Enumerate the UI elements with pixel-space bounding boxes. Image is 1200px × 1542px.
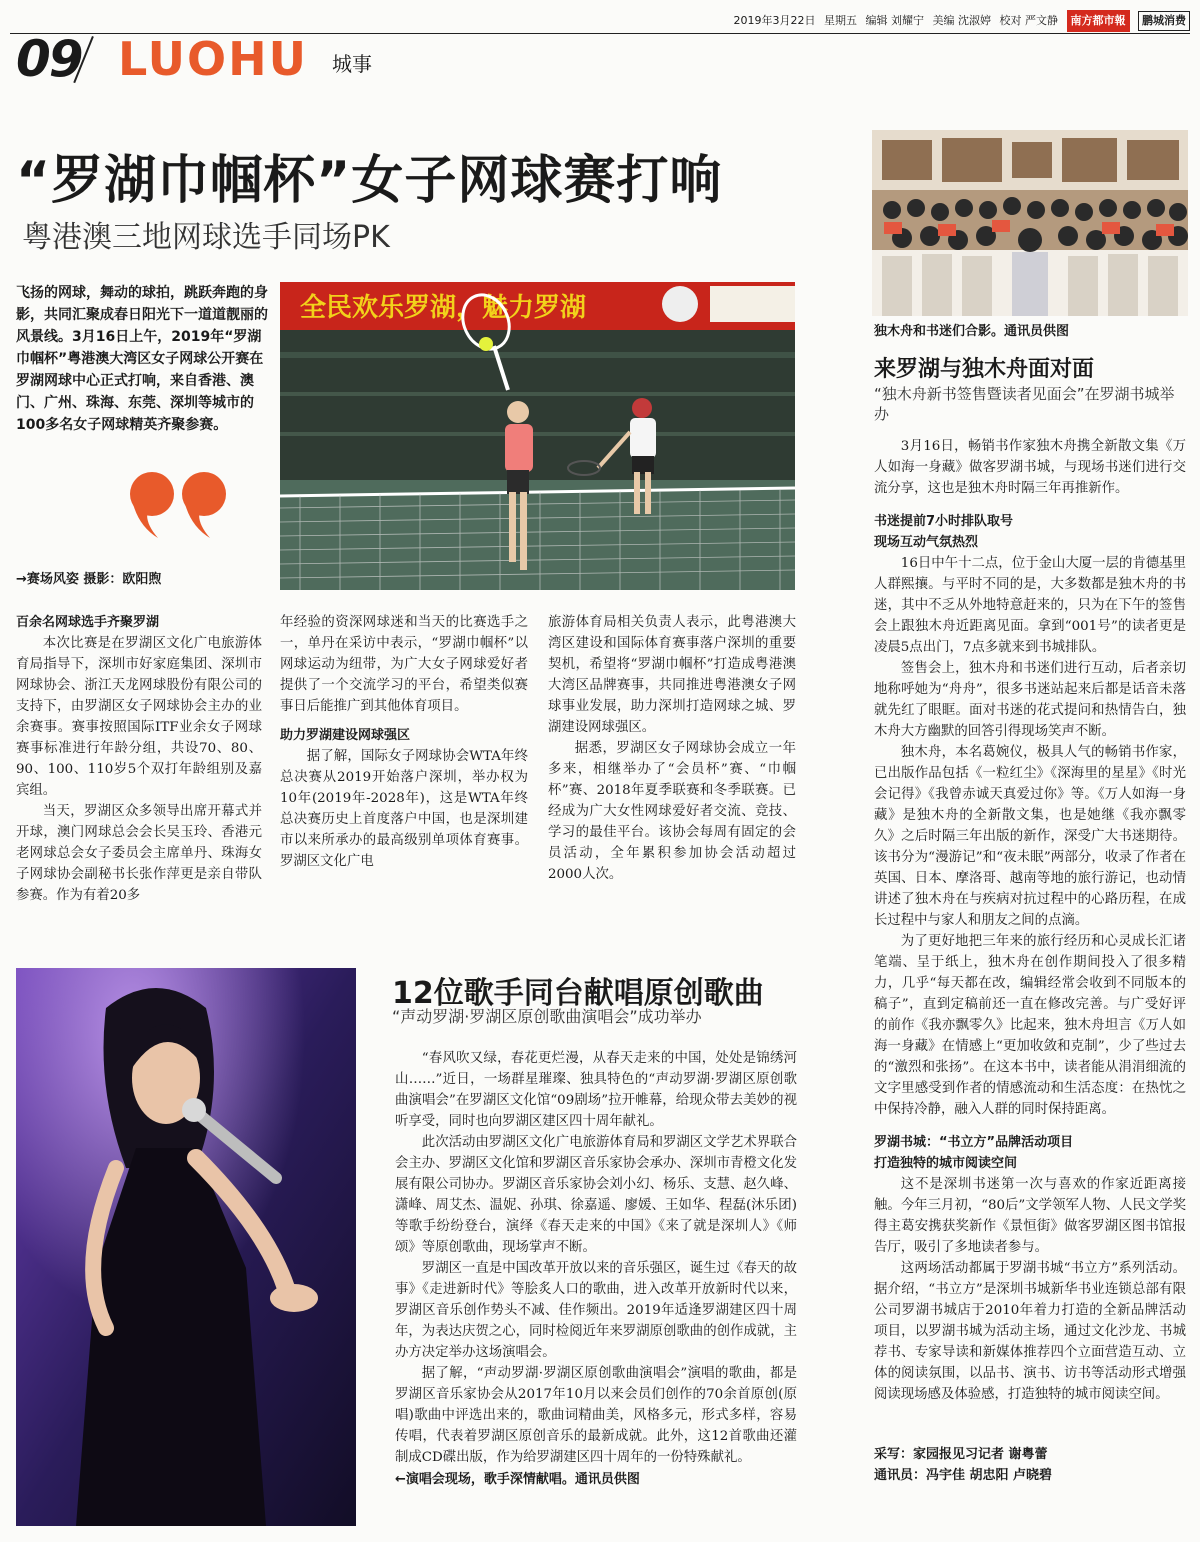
book-paragraph: 这不是深圳书迷第一次与喜欢的作家近距离接触。今年三月初，“80后”文学领军人物、人民文学奖得主葛安携获奖新作《景恒街》做客罗湖区图书馆报告厅，吸引了多地读者参与。 <box>874 1177 1186 1255</box>
book-paragraph: 这两场活动都属于罗湖书城“书立方”系列活动。据介绍，“书立方”是深圳书城新华书业连锁总部有限公司罗湖书城店于2010年着力打造的全新品牌活动项目，以罗湖书城为活动主场，通过文化沙龙、书城荐书、专家导读和新媒体推荐四个立面营造互动、立体的阅读氛围，以品书、演书、访书等活动形式增强阅读现场感及体验感，打造独特的城市阅读空间。 <box>874 1261 1186 1402</box>
masthead-bar <box>640 10 1190 32</box>
tennis-paragraph: 旅游体育局相关负责人表示，此粤港澳大湾区建设和国际体育赛事落户深圳的重要契机，希望将“罗湖巾帼杯”打造成粤港澳大湾区品牌赛事，共同推进粤港澳女子网球事业发展，助力深圳打造网球之城、罗湖建设网球强区。 <box>548 615 796 735</box>
concert-headline: 12位歌手同台献唱原创歌曲 <box>392 976 764 1011</box>
concert-paragraph: 据了解，“声动罗湖·罗湖区原创歌曲演唱会”演唱的歌曲，都是罗湖区音乐家协会从2017年10月以来会员们创作的70余首原创(原唱)歌曲中评选出来的，歌曲词精曲美，风格多元，形式多样，容易传唱，代表着罗湖区原创音乐的最新成就。此外，这12首歌曲还灌制成CD碟出版，作为给罗湖建区四十周年的一份特殊献礼。 <box>395 1366 797 1465</box>
tennis-column-1 <box>16 612 262 906</box>
lead-paragraph: 飞扬的网球，舞动的球拍，跳跃奔跑的身影，共同汇聚成春日阳光下一道道靓丽的风景线。3月16日上午，2019年“罗湖巾帼杯”粤港澳大湾区女子网球公开赛在罗湖网球中心正式打响，来自香港、澳门、广州、珠海、东莞、深圳等城市的100多名女子网球精英齐聚参赛。 <box>16 285 268 433</box>
tennis-paragraph: 本次比赛是在罗湖区文化广电旅游体育局指导下，深圳市好家庭集团、深圳市网球协会、浙江天龙网球股份有限公司的支持下，由罗湖区女子网球协会主办的业余赛事。赛事按照国际ITF业余女子网球赛事标准进行年龄分组，共设70、80、90、100、110岁5个双打年龄组别及嘉宾组。 <box>16 636 262 798</box>
book-headline: 来罗湖与独木舟面对面 <box>874 357 1095 382</box>
concert-paragraph: 此次活动由罗湖区文化广电旅游体育局和罗湖区文学艺术界联合会主办、罗湖区文化馆和罗湖区音乐家协会承办、深圳市青橙文化发展有限公司协办。罗湖区音乐家协会刘小幻、杨乐、支慧、赵久峰、潇峰、周艾杰、温妮、孙琪、徐嘉遥、廖媛、王如华、程磊(沐乐团)等歌手纷纷登台，演绎《春天走来的中国》《来了就是深圳人》《师颂》等原创歌曲，现场掌声不断。 <box>395 1135 797 1255</box>
page-number: 09 <box>16 30 82 88</box>
quote-mark-icon <box>124 470 234 540</box>
reporter-credit: 采写：家园报见习记者 谢粤蕾 <box>874 1447 1048 1462</box>
book-subheadline: “独木舟新书签售暨读者见面会”在罗湖书城举办 <box>874 385 1175 423</box>
book-paragraph: 独木舟，本名葛婉仪，极具人气的畅销书作家，已出版作品包括《一粒红尘》《深海里的星星》《时光会记得》《我曾赤诚天真爱过你》等。《万人如海一身藏》是独木舟的全新散文集，也是她继《我亦飘零久》之后时隔三年出版的新作，深受广大书迷期待。该书分为“漫游记”和“夜未眠”两部分，收录了作者在英国、日本、摩洛哥、越南等地的旅行游记，也动情讲述了独木舟在与疾病对抗过程中的心路历程，在成长过程中与家人和朋友之间的点滴。 <box>874 745 1186 928</box>
main-headline: “罗湖巾帼杯”女子网球赛打响 <box>16 151 723 211</box>
designer-credit: 美编 沈淑婷 <box>932 14 991 27</box>
tennis-paragraph: 据悉，罗湖区女子网球协会成立一年多来，相继举办了“会员杯”赛、“巾帼杯”赛、2018年夏季联赛和冬季联赛。已经成为广大女性网球爱好者交流、竞技、学习的最佳平台。该协会每周有固定的会员活动，全年累积参加协会活动超过2000人次。 <box>548 741 796 882</box>
proofreader-credit: 校对 严文静 <box>999 14 1058 27</box>
book-paragraph: 为了更好地把三年来的旅行经历和心灵成长汇诸笔端、呈于纸上，独木舟在创作期间投入了很多精力，几乎“每天都在改，编辑经常会收到不同版本的稿子”，直到定稿前还一直在修改完善。与广受好评的前作《我亦飘零久》比起来，独木舟坦言《万人如海一身藏》在情感上“更加收敛和克制”，少了些过去的“激烈和张扬”。在这本书中，读者能从涓涓细流的文字里感受到作者的情感流动和生活态度：在热忱之中保持冷静，融入人群的同时保持距离。 <box>874 934 1186 1117</box>
book-credits <box>874 1444 1186 1486</box>
correspondent-credit: 通讯员：冯宇佳 胡忠阳 卢晓碧 <box>874 1468 1053 1483</box>
newspaper-logo: 南方都市報 <box>1067 10 1130 32</box>
supplement-logo: 鹏城消费 <box>1138 11 1190 31</box>
section-tag: 城事 <box>332 52 372 76</box>
book-paragraph: 16日中午十二点，位于金山大厦一层的肯德基里人群熙攘。与平时不同的是，大多数都是独木舟的书迷，其中不乏从外地特意赶来的，只为在下午的签售会上跟独木舟近距离见面。拿到“001号”的读者更是凌晨5点出门，7点多就来到书城排队。 <box>874 556 1186 655</box>
tennis-paragraph: 据了解，国际女子网球协会WTA年终总决赛从2019开始落户深圳，举办权为10年(2019年-2028年)，这是WTA年终总决赛历史上首度落户中国，也是深圳建市以来所承办的最高级别单项体育赛事。罗湖区文化广电 <box>280 749 528 869</box>
book-section-2-title-line2: 打造独特的城市阅读空间 <box>874 1156 1018 1171</box>
section-name: LUOHU <box>118 32 308 86</box>
tennis-photo-caption: →赛场风姿 摄影：欧阳煦 <box>16 572 162 587</box>
book-section-1-title-line1: 书迷提前7小时排队取号 <box>874 514 1014 529</box>
banner-text: 全民欢乐罗湖，魅力罗湖 <box>300 293 587 323</box>
concert-body <box>395 1048 797 1468</box>
tennis-column-3 <box>548 612 796 885</box>
concert-paragraph: 罗湖区一直是中国改革开放以来的音乐强区，诞生过《春天的故事》《走进新时代》等脍炙人口的歌曲，进入改革开放新时代以来，罗湖区音乐创作势头不减、佳作频出。2019年适逢罗湖建区四十周年，为表达庆贺之心，同时检阅近年来罗湖原创歌曲的创作成就，主办方决定举办这场演唱会。 <box>395 1261 797 1360</box>
issue-weekday: 星期五 <box>824 14 857 27</box>
singer-photo <box>16 968 356 1526</box>
tennis-photo <box>280 282 795 590</box>
concert-subheadline: “声动罗湖·罗湖区原创歌曲演唱会”成功举办 <box>392 1007 702 1026</box>
book-section-2-title-line1: 罗湖书城：“书立方”品牌活动项目 <box>874 1135 1074 1150</box>
book-section-1-title-line2: 现场互动气氛热烈 <box>874 535 979 550</box>
tennis-section-1-title: 百余名网球选手齐聚罗湖 <box>16 615 160 630</box>
concert-paragraph: “春风吹又绿，春花更烂漫，从春天走来的中国，处处是锦绣河山……”近日，一场群星璀璨、独具特色的“声动罗湖·罗湖区原创歌曲演唱会”在罗湖区文化馆“09剧场”拉开帷幕，给现众带去美妙的视听享受，同时也向罗湖区建区四十周年献礼。 <box>395 1051 797 1129</box>
tennis-paragraph: 年经验的资深网球迷和当天的比赛选手之一，单丹在采访中表示，“罗湖巾帼杯”以网球运动为纽带，为广大女子网球爱好者提供了一个交流学习的平台，希望类似赛事日后能推广到其他体育项目。 <box>280 615 528 714</box>
book-paragraph: 签售会上，独木舟和书迷们进行互动，后者亲切地称呼她为“舟舟”，很多书迷站起来后都是话音未落就先红了眼眶。面对书迷的花式提问和热情告白，独木舟大方幽默的回答引得现场笑声不断。 <box>874 661 1186 739</box>
crowd-photo <box>872 130 1188 316</box>
main-subheadline: 粤港澳三地网球选手同场PK <box>22 220 390 255</box>
issue-date: 2019年3月22日 <box>733 14 816 27</box>
tennis-column-2 <box>280 612 528 872</box>
book-body <box>874 436 1186 1405</box>
crowd-photo-caption: 独木舟和书迷们合影。通讯员供图 <box>874 324 1070 339</box>
tennis-section-2-title: 助力罗湖建设网球强区 <box>280 728 411 743</box>
book-paragraph: 3月16日，畅销书作家独木舟携全新散文集《万人如海一身藏》做客罗湖书城，与现场书迷们进行交流分享，这也是独木舟时隔三年再推新作。 <box>874 439 1186 496</box>
concert-photo-caption: ←演唱会现场，歌手深情献唱。通讯员供图 <box>395 1472 640 1487</box>
tennis-paragraph: 当天，罗湖区众多领导出席开幕式并开球，澳门网球总会会长吴玉玲、香港元老网球总会女子委员会主席单丹、珠海女子网球协会副秘书长张作萍更是亲自带队参赛。作为有着20多 <box>16 804 262 903</box>
editor-credit: 编辑 刘耀宁 <box>865 14 924 27</box>
